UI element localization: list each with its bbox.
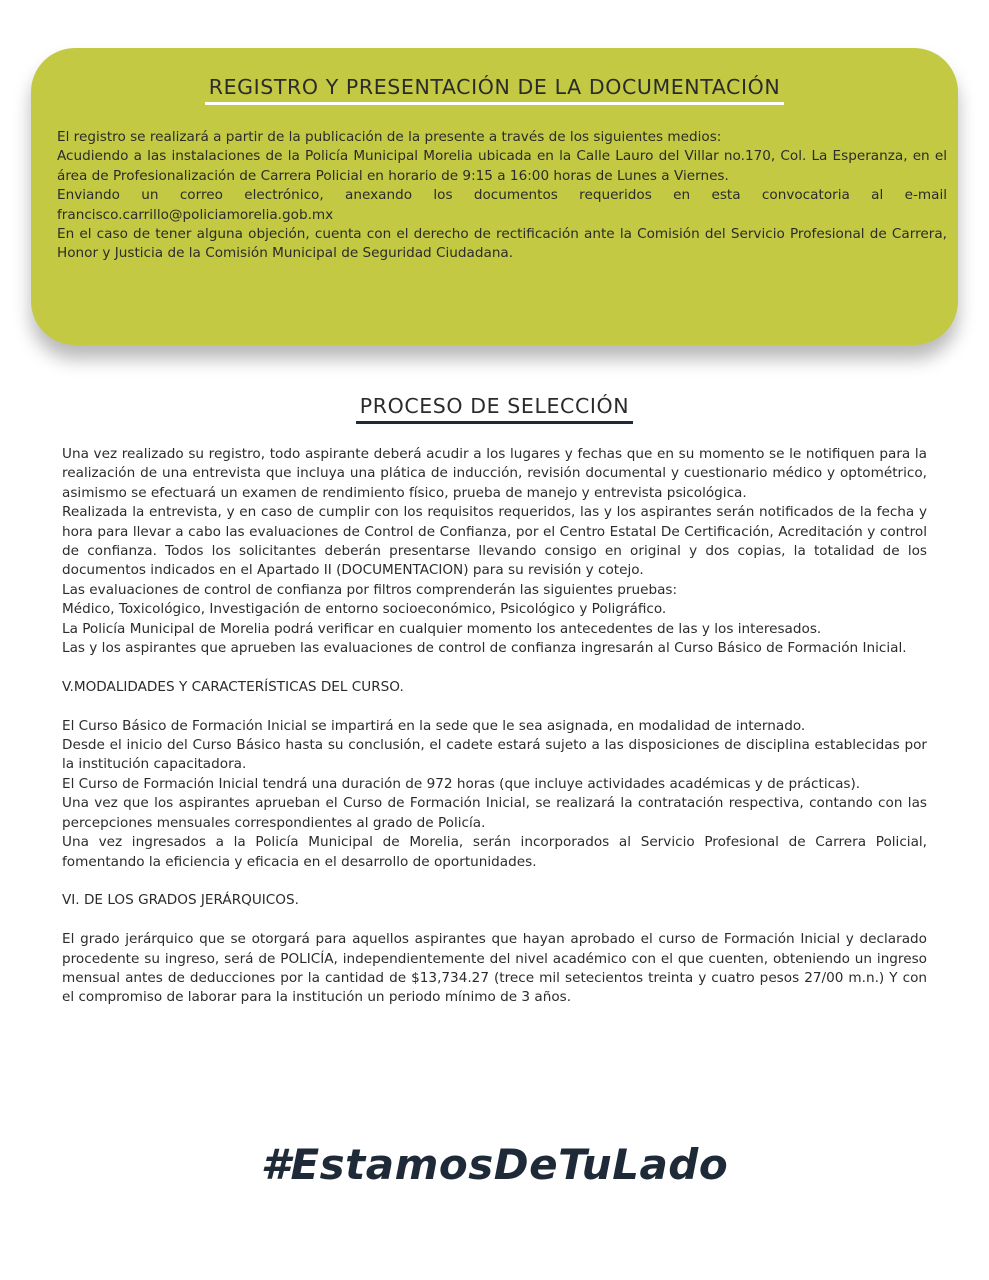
registration-title-text: REGISTRO Y PRESENTACIÓN DE LA DOCUMENTACIÓN [205, 74, 785, 105]
modalidades-paragraph: El Curso de Formación Inicial tendrá una duración de 972 horas (que incluye actividades académicas y de prácticas). [62, 775, 861, 792]
modalidades-paragraph: Una vez que los aspirantes aprueban el Curso de Formación Inicial, se realizará la contratación respectiva, contando con las percepciones mensuales correspondientes al grado de Policía. [62, 795, 927, 831]
selection-title-text: PROCESO DE SELECCIÓN [356, 393, 633, 424]
selection-paragraph: Médico, Toxicológico, Investigación de entorno socioeconómico, Psicológico y Poligráfico. [62, 601, 667, 618]
modalidades-paragraph: El Curso Básico de Formación Inicial se impartirá en la sede que le sea asignada, en modalidad de internado. [62, 717, 806, 734]
registration-paragraph: Enviando un correo electrónico, anexando los documentos requeridos en esta convocatoria al e-mail francisco.carrillo@policiamorelia.gob.mx [57, 187, 947, 223]
registration-paragraph: En el caso de tener alguna objeción, cuenta con el derecho de rectificación ante la Comisión del Servicio Profesional de Carrera, Honor y Justicia de la Comisión Municipal de Seguridad Ciudadana. [57, 226, 947, 262]
registration-paragraph: El registro se realizará a partir de la publicación de la presente a través de los siguientes medios: [57, 129, 722, 145]
main-body [62, 445, 927, 1008]
selection-paragraph: Una vez realizado su registro, todo aspirante deberá acudir a los lugares y fechas que en su momento se le notifiquen para la realización de una entrevista que incluya una plática de inducción, revisión documental y cuestionario médico y optométrico, asimismo se efectuará un examen de rendimiento físico, prueba de manejo y entrevista psicológica. [62, 446, 927, 501]
selection-paragraph: Realizada la entrevista, y en caso de cumplir con los requisitos requeridos, las y los aspirantes serán notificados de la fecha y hora para llevar a cabo las evaluaciones de Control de Confianza, por el Centro Estatal De Certificación, Acreditación y control de confianza. Todos los solicitantes deberán presentarse llevando consigo en original y dos copias, la totalidad de los documentos indicados en el Apartado II (DOCUMENTACION) para su revisión y cotejo. [62, 504, 927, 579]
selection-title [0, 393, 989, 424]
modalidades-paragraph: Una vez ingresados a la Policía Municipal de Morelia, serán incorporados al Servicio Profesional de Carrera Policial, fomentando la eficiencia y eficacia en el desarrollo de oportunidades. [62, 834, 927, 870]
modalidades-paragraph: Desde el inicio del Curso Básico hasta su conclusión, el cadete estará sujeto a las disposiciones de disciplina establecidas por la institución capacitadora. [62, 737, 927, 773]
registration-title [0, 74, 989, 105]
selection-paragraph: La Policía Municipal de Morelia podrá verificar en cualquier momento los antecedentes de las y los interesados. [62, 620, 822, 637]
registration-body [57, 128, 947, 264]
grados-heading: VI. DE LOS GRADOS JERÁRQUICOS. [62, 892, 299, 909]
selection-paragraph: Las y los aspirantes que aprueben las evaluaciones de control de confianza ingresarán al Curso Básico de Formación Inicial. [62, 640, 907, 657]
grados-paragraph: El grado jerárquico que se otorgará para aquellos aspirantes que hayan aprobado el curso de Formación Inicial y declarado procedente su ingreso, será de POLICÍA, independientemente del nivel académico con el que cuenten, obteniendo un ingreso mensual antes de deducciones por la cantidad de $13,734.27 (trece mil setecientos treinta y cuatro pesos 27/00 m.n.) Y con el compromiso de laborar para la institución un periodo mínimo de 3 años. [62, 931, 927, 1006]
campaign-hashtag: #EstamosDeTuLado [260, 1140, 729, 1189]
modalidades-heading: V.MODALIDADES Y CARACTERÍSTICAS DEL CURSO. [62, 678, 404, 695]
selection-paragraph: Las evaluaciones de control de confianza por filtros comprenderán las siguientes pruebas: [62, 581, 678, 598]
registration-paragraph: Acudiendo a las instalaciones de la Policía Municipal Morelia ubicada en la Calle Lauro del Villar no.170, Col. La Esperanza, en el área de Profesionalización de Carrera Policial en horario de 9:15 a 16:00 horas de Lunes a Viernes. [57, 148, 947, 184]
